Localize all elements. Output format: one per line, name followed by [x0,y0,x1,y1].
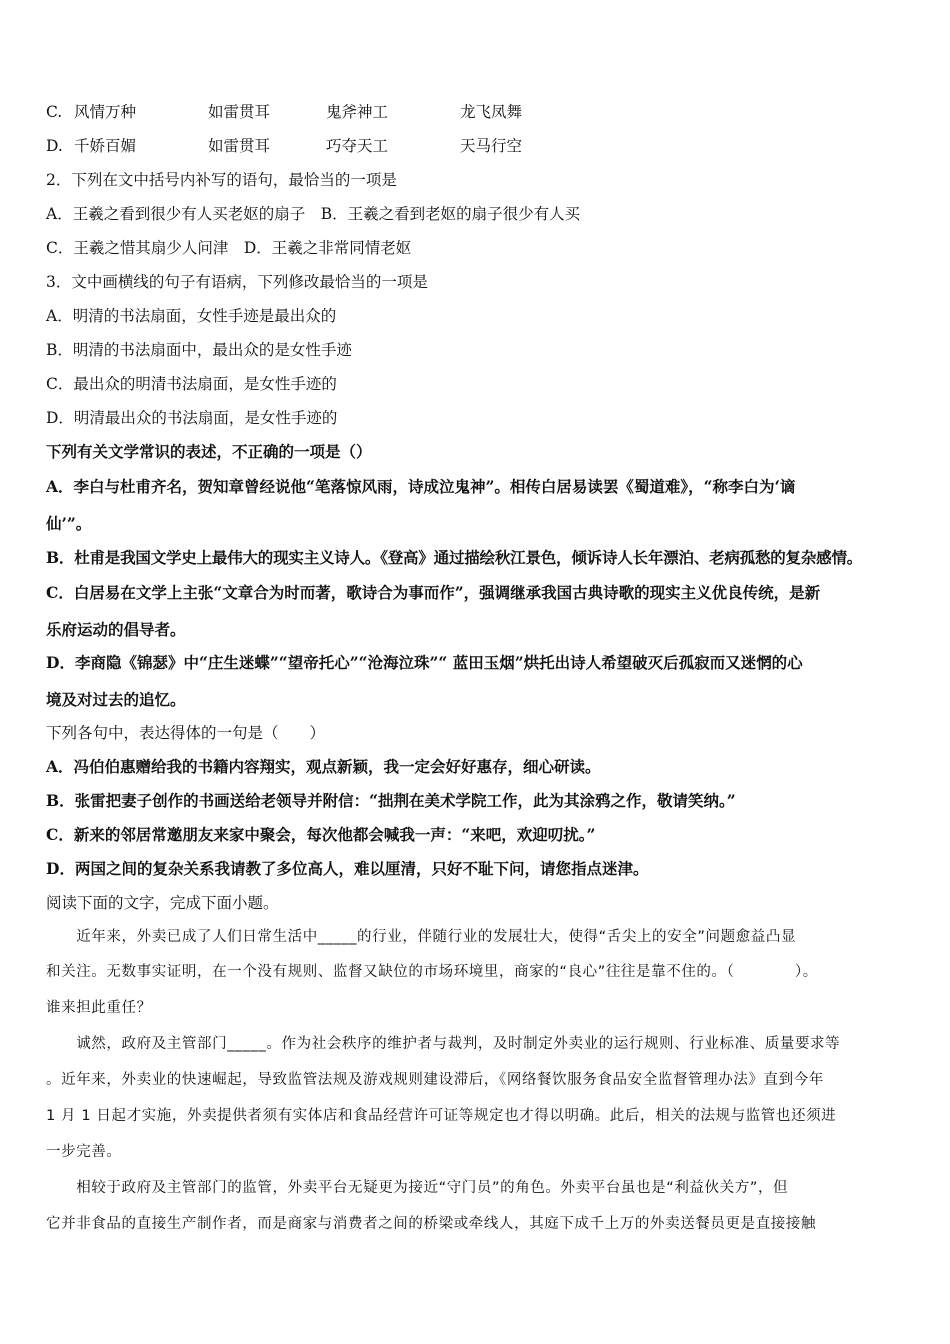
q3-stem: 3．文中画横线的句子有语病，下列修改最恰当的一项是 [46,273,428,291]
q4-option-b: B．杜甫是我国文学史上最伟大的现实主义诗人。《登高》通过描绘秋江景色，倾诉诗人长年漂泊、老病孤愁的复杂感情。 [46,548,863,567]
reading-p2-line2: 。近年来，外卖业的快速崛起，导致监管法规及游戏规则建设滞后，《网络餐饮服务食品安全监督管理办法》直到今年 [46,1072,824,1088]
q2-stem: 2．下列在文中括号内补写的语句，最恰当的一项是 [46,171,397,189]
q4-option-d-line1: D．李商隐《锦瑟》中“庄生迷蝶”“望帝托心”“沧海泣珠”“ 蓝田玉烟”烘托出诗人希望破灭后孤寂而又迷惘的心 [46,653,803,672]
reading-p1-line2: 和关注。无数事实证明，在一个没有规则、监督又缺位的市场环境里，商家的“良心”往往是靠不住的。（ ）。 [46,964,818,980]
reading-p3-line2: 它并非食品的直接生产制作者，而是商家与消费者之间的桥梁或牵线人，其庭下成千上万的外卖送餐员更是直接接触 [46,1216,817,1232]
document-page: C. 风情万种 如雷贯耳 鬼斧神工 龙飞凤舞 D. 千娇百媚 如雷贯耳 巧夺天工 天马行空 2．下列在文中括号内补写的语句，最恰当的一项是 A．王羲之看到很少有人买老妪的扇子 B．王羲之看到老妪的扇子很少有人买 C．王羲之惜其扇少人问津 D．王羲之非常同情老妪 3．文中画横线的句子有语病，下列修改最恰当的一项是 A．明清的书法扇面，女性手迹是最出众的 B．明清的书法扇面中，最出众的是女性手迹 C．最出众的明清书法扇面，是女性手迹的 D．明清最出众的书法扇面，是女性手迹的 下列有关文学常识的表述，不正确的一项是（） A．李白与杜甫齐名，贺知章曾经说他“笔落惊风雨，诗成泣鬼神”。相传白居易读罢《蜀道难》，“称李白为‘谪 仙’”。 B．杜甫是我国文学史上最伟大的现实主义诗人。《登高》通过描绘秋江景色，倾诉诗人长年漂泊、老病孤愁的复杂感情。 C．白居易在文学上主张“文章合为时而著，歌诗合为事而作”，强调继承我国古典诗歌的现实主义优良传统，是新 乐府运动的倡导者。 D．李商隐《锦瑟》中“庄生迷蝶”“望帝托心”“沧海泣珠”“ 蓝田玉烟”烘托出诗人希望破灭后孤寂而又迷惘的心 境及对过去的追忆。 下列各句中，表达得体的一句是（ ） A．冯伯伯惠赠给我的书籍内容翔实，观点新颖，我一定会好好惠存，细心研读。 B．张雷把妻子创作的书画送给老领导并附信：“拙荆在美术学院工作，此为其涂鸦之作，敬请笑纳。” C．新来的邻居常邀朋友来家中聚会，每次他都会喊我一声：“来吧，欢迎叨扰。” D．两国之间的复杂关系我请教了多位高人，难以厘清，只好不耻下问，请您指点迷津。 阅读下面的文字，完成下面小题。 近年来，外卖已成了人们日常生活中_____的行业，伴随行业的发展壮大，使得“舌尖上的安全”问题愈益凸显 和关注。无数事实证明，在一个没有规则、监督又缺位的市场环境里，商家的“良心”往往是靠不住的。（ ）。 谁来担此重任？ 诚然，政府及主管部门_____。作为社会秩序的维护者与裁判，及时制定外卖业的运行规则、行业标准、质量要求等 。近年来，外卖业的快速崛起，导致监管法规及游戏规则建设滞后，《网络餐饮服务食品安全监督管理办法》直到今年 1 月 1 日起才实施，外卖提供者须有实体店和食品经营许可证等规定也才得以明确。此后，相关的法规与监管也还须进 一步完善。 相较于政府及主管部门的监管，外卖平台无疑更为接近“守门员”的角色。外卖平台虽也是“利益伙关方”，但 它并非食品的直接生产制作者，而是商家与消费者之间的桥梁或牵线人，其庭下成千上万的外卖送餐员更是直接接触 [0,0,950,1344]
q3-option-c: C．最出众的明清书法扇面，是女性手迹的 [46,375,337,393]
reading-p3-line1: 相较于政府及主管部门的监管，外卖平台无疑更为接近“守门员”的角色。外卖平台虽也是“利益伙关方”，但 [46,1180,789,1196]
q5-option-d: D．两国之间的复杂关系我请教了多位高人，难以厘清，只好不耻下问，请您指点迷津。 [46,859,649,878]
q5-option-c: C．新来的邻居常邀朋友来家中聚会，每次他都会喊我一声：“来吧，欢迎叨扰。” [46,825,596,844]
q5-stem: 下列各句中，表达得体的一句是（ ） [46,724,326,742]
q4-option-a-line2: 仙’”。 [46,514,92,533]
q4-option-a-line1: A．李白与杜甫齐名，贺知章曾经说他“笔落惊风雨，诗成泣鬼神”。相传白居易读罢《蜀道难》，“称李白为‘谪 [46,477,796,496]
reading-p2-line4: 一步完善。 [46,1144,122,1160]
reading-intro: 阅读下面的文字，完成下面小题。 [46,894,279,912]
reading-p1-line1: 近年来，外卖已成了人们日常生活中_____的行业，伴随行业的发展壮大，使得“舌尖上的安全”问题愈益凸显 [46,929,797,945]
q2-options-ab: A．王羲之看到很少有人买老妪的扇子 B．王羲之看到老妪的扇子很少有人买 [46,205,581,223]
q4-option-c-line1: C．白居易在文学上主张“文章合为时而著，歌诗合为事而作”，强调继承我国古典诗歌的现实主义优良传统，是新 [46,583,821,602]
q4-option-c-line2: 乐府运动的倡导者。 [46,620,186,639]
reading-p2-line1: 诚然，政府及主管部门_____。作为社会秩序的维护者与裁判，及时制定外卖业的运行规则、行业标准、质量要求等 [46,1036,841,1052]
q5-option-b: B．张雷把妻子创作的书画送给老领导并附信：“拙荆在美术学院工作，此为其涂鸦之作，敬请笑纳。” [46,791,736,810]
reading-p2-line3: 1 月 1 日起才实施，外卖提供者须有实体店和食品经营许可证等规定也才得以明确。此后，相关的法规与监管也还须进 [46,1108,837,1124]
q4-stem: 下列有关文学常识的表述，不正确的一项是（） [46,442,372,461]
reading-p1-line3: 谁来担此重任？ [46,1000,152,1016]
q3-option-b: B．明清的书法扇面中，最出众的是女性手迹 [46,341,352,359]
q5-option-a: A．冯伯伯惠赠给我的书籍内容翔实，观点新颖，我一定会好好惠存，细心研读。 [46,757,601,776]
q3-option-a: A．明清的书法扇面，女性手迹是最出众的 [46,307,337,325]
q3-option-d: D．明清最出众的书法扇面，是女性手迹的 [46,409,338,427]
q2-options-cd: C．王羲之惜其扇少人问津 D．王羲之非常同情老妪 [46,239,412,257]
q4-option-d-line2: 境及对过去的追忆。 [46,690,186,709]
